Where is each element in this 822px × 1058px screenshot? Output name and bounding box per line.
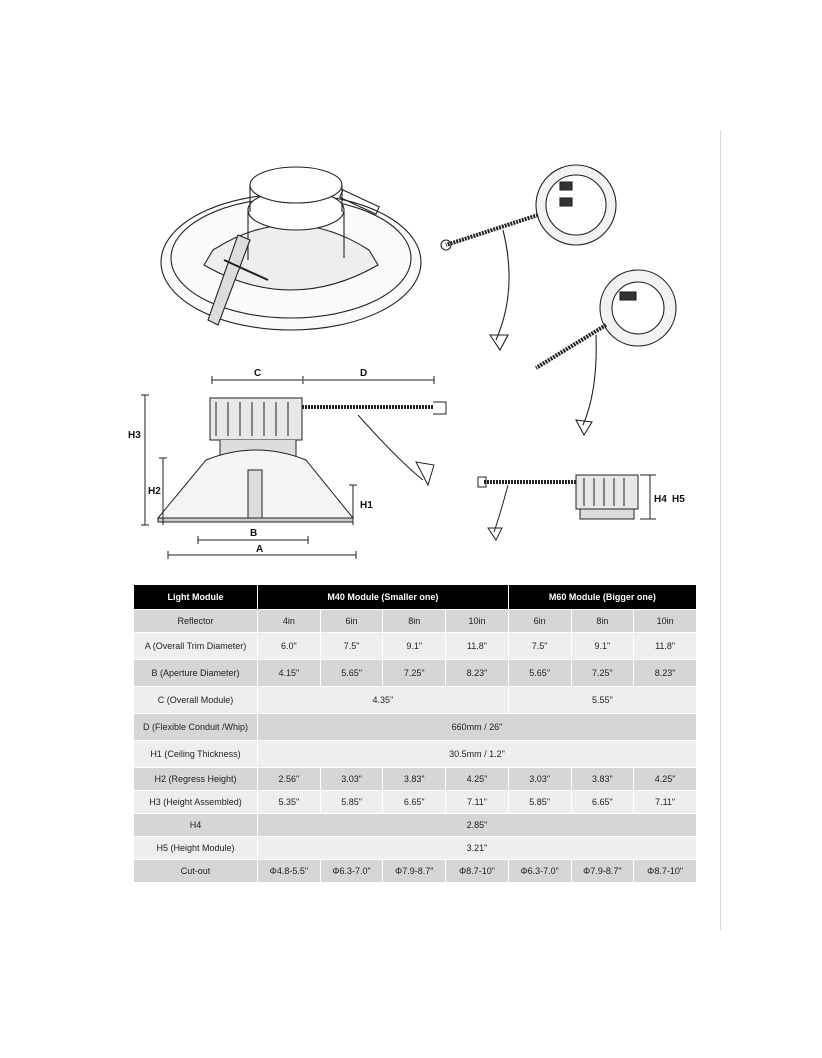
table-cell: 5.85"	[508, 791, 571, 814]
row-label: Cut-out	[134, 860, 258, 883]
table-cell: 4.25"	[634, 768, 697, 791]
table-cell: 6.0"	[258, 633, 321, 660]
table-cell: 7.25"	[571, 660, 634, 687]
table-cell-all-merged: 3.21"	[258, 837, 697, 860]
table-cell: 3.03"	[508, 768, 571, 791]
row-label: B (Aperture Diameter)	[134, 660, 258, 687]
row-label: H3 (Height Assembled)	[134, 791, 258, 814]
row-label: H1 (Ceiling Thickness)	[134, 741, 258, 768]
row-overall-trim-diameter	[134, 633, 697, 660]
table-cell-all-merged: 2.85"	[258, 814, 697, 837]
row-label: H2 (Regress Height)	[134, 768, 258, 791]
row-label: D (Flexible Conduit /Whip)	[134, 714, 258, 741]
header-m60-module: M60 Module (Bigger one)	[508, 585, 696, 610]
module-m40-illustration	[536, 270, 676, 435]
page-divider	[720, 130, 721, 930]
module-m60-illustration	[441, 165, 616, 350]
side-view-drawing	[141, 376, 446, 559]
table-cell: 11.8"	[634, 633, 697, 660]
table-cell: 8in	[383, 610, 446, 633]
dimension-label-h3: H3	[128, 430, 141, 441]
header-m40-module: M40 Module (Smaller one)	[258, 585, 509, 610]
table-cell: 8in	[571, 610, 634, 633]
dimension-label-h1: H1	[360, 500, 373, 511]
table-cell: 7.5"	[320, 633, 383, 660]
dimension-label-b: B	[250, 528, 258, 539]
table-cell: 8.23"	[446, 660, 509, 687]
table-cell: 7.11"	[634, 791, 697, 814]
table-cell: 7.25"	[383, 660, 446, 687]
table-cell: 11.8"	[446, 633, 509, 660]
module-side-view-drawing	[478, 475, 656, 540]
table-cell: 9.1"	[571, 633, 634, 660]
table-cell: 6in	[320, 610, 383, 633]
row-height-module	[134, 837, 697, 860]
product-diagram	[128, 140, 708, 570]
table-cell: 3.03"	[320, 768, 383, 791]
row-ceiling-thickness	[134, 741, 697, 768]
table-cell: Φ6.3-7.0"	[320, 860, 383, 883]
row-label: C (Overall Module)	[134, 687, 258, 714]
row-label: A (Overall Trim Diameter)	[134, 633, 258, 660]
table-cell: 7.5"	[508, 633, 571, 660]
table-cell: Φ6.3-7.0"	[508, 860, 571, 883]
dimension-label-a: A	[256, 544, 264, 555]
table-cell-all-merged: 660mm / 26"	[258, 714, 697, 741]
table-cell: 9.1"	[383, 633, 446, 660]
table-cell-m40-merged: 4.35"	[258, 687, 509, 714]
row-aperture-diameter	[134, 660, 697, 687]
table-cell: 7.11"	[446, 791, 509, 814]
table-cell: 6.65"	[383, 791, 446, 814]
table-cell: 5.35"	[258, 791, 321, 814]
table-cell: 10in	[634, 610, 697, 633]
row-label: Reflector	[134, 610, 258, 633]
table-cell: 6in	[508, 610, 571, 633]
table-cell-m60-merged: 5.55"	[508, 687, 696, 714]
row-regress-height	[134, 768, 697, 791]
table-cell: 8.23"	[634, 660, 697, 687]
table-cell: 4.25"	[446, 768, 509, 791]
table-cell: Φ8.7-10"	[446, 860, 509, 883]
table-cell: 3.83"	[571, 768, 634, 791]
specification-table	[133, 584, 697, 883]
row-cut-out	[134, 860, 697, 883]
table-cell: 4.15"	[258, 660, 321, 687]
table-cell: 5.65"	[508, 660, 571, 687]
row-label: H4	[134, 814, 258, 837]
table-cell: 6.65"	[571, 791, 634, 814]
table-cell: Φ8.7-10"	[634, 860, 697, 883]
table-cell-all-merged: 30.5mm / 1.2"	[258, 741, 697, 768]
dimension-label-h4: H4	[654, 494, 667, 505]
table-cell: Φ4.8-5.5"	[258, 860, 321, 883]
dimension-label-d: D	[360, 368, 368, 379]
table-cell: 2.56"	[258, 768, 321, 791]
diagram-svg	[128, 140, 708, 570]
table-cell: 3.83"	[383, 768, 446, 791]
table-cell: Φ7.9-8.7"	[571, 860, 634, 883]
table-cell: 5.65"	[320, 660, 383, 687]
table-cell: 10in	[446, 610, 509, 633]
table-cell: 5.85"	[320, 791, 383, 814]
row-label: H5 (Height Module)	[134, 837, 258, 860]
header-light-module: Light Module	[134, 585, 258, 610]
row-reflector	[134, 610, 697, 633]
dimension-label-c: C	[254, 368, 262, 379]
row-h4	[134, 814, 697, 837]
table-cell: 4in	[258, 610, 321, 633]
row-height-assembled	[134, 791, 697, 814]
row-flexible-conduit	[134, 714, 697, 741]
dimension-label-h5: H5	[672, 494, 685, 505]
table-cell: Φ7.9-8.7"	[383, 860, 446, 883]
dimension-label-h2: H2	[148, 486, 161, 497]
row-overall-module	[134, 687, 697, 714]
downlight-isometric-illustration	[161, 167, 421, 330]
